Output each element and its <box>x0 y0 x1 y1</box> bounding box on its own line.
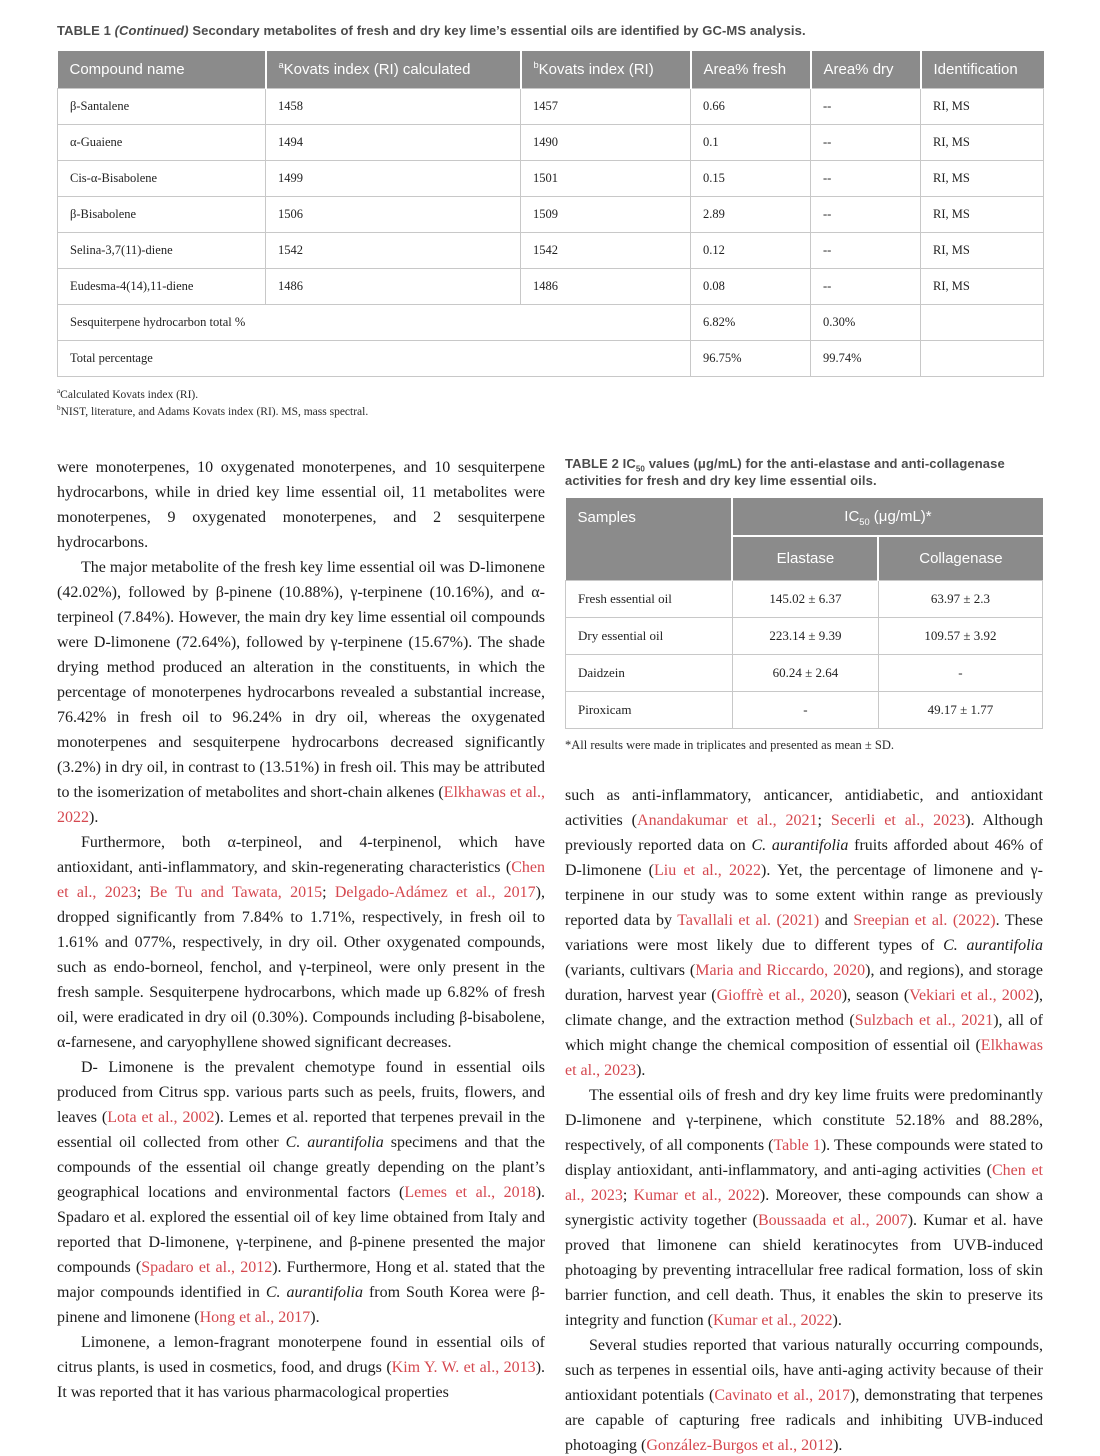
table-row <box>566 617 1043 654</box>
table-cell: -- <box>811 125 921 161</box>
table-cell: 0.15 <box>691 161 811 197</box>
text-segment: ), season ( <box>841 986 910 1004</box>
table-cell: Eudesma-4(14),11-diene <box>58 269 266 305</box>
text-segment: specimens and that the compounds of the essential oil change greatly depending on the plant’s geographical locations and environmental factors ( <box>57 1134 546 1201</box>
citation-link[interactable]: Elkhawas et al., 2023 <box>565 1036 1043 1079</box>
text-segment: Kovats index (RI) calculated <box>283 61 471 78</box>
text-segment: ). <box>89 809 99 826</box>
table-cell: -- <box>811 233 921 269</box>
table-cell: α-Guaiene <box>58 125 266 161</box>
text-segment: IC <box>844 508 860 525</box>
text-segment: (μg/mL)* <box>869 508 932 525</box>
citation-link[interactable]: Delgado-Adámez et al., 2017 <box>334 884 536 901</box>
text-segment: ), all of which might change the chemical composition of essential oil ( <box>565 1011 1043 1054</box>
citation-link[interactable]: Kumar et al., 2022 <box>633 1186 760 1204</box>
citation-link[interactable]: Cavinato et al., 2017 <box>714 1386 851 1404</box>
text-segment: Kovats index (RI) <box>538 61 654 78</box>
text-segment: b <box>533 60 539 70</box>
citation-link[interactable]: Kumar et al., 2022 <box>712 1311 833 1329</box>
table-cell: 1542 <box>521 233 691 269</box>
table-row <box>58 197 1044 233</box>
table-cell: -- <box>811 269 921 305</box>
right-column <box>565 455 1043 1456</box>
text-segment: ; <box>136 884 150 901</box>
citation-link[interactable]: Tavallali et al. (2021) <box>677 911 820 929</box>
citation-link[interactable]: Lemes et al., 2018 <box>404 1184 536 1201</box>
text-segment: (variants, cultivars ( <box>565 961 696 979</box>
citation-link[interactable]: Chen et al., 2023 <box>565 1161 1043 1204</box>
table-cell: 0.66 <box>691 89 811 125</box>
text-segment: C. aurantifolia <box>751 836 849 854</box>
text-segment: ), climate change, and the extraction method ( <box>565 986 1044 1029</box>
text-segment: Area% fresh <box>703 61 787 78</box>
text-segment: C. aurantifolia <box>265 1284 363 1301</box>
table-cell: Cis-α-Bisabolene <box>58 161 266 197</box>
text-segment: ), and regions), and storage duration, harvest year ( <box>565 961 1043 1004</box>
table-cell: 2.89 <box>691 197 811 233</box>
text-segment: Secondary metabolites of fresh and dry key lime’s essential oils are identified by GC-MS analysis. <box>188 23 806 38</box>
text-segment: Calculated Kovats index (RI). <box>60 389 199 401</box>
table-cell: 1499 <box>266 161 521 197</box>
table-cell: RI, MS <box>921 125 1044 161</box>
table-cell: Daidzein <box>566 654 733 691</box>
citation-link[interactable]: Table 1 <box>773 1136 821 1154</box>
citation-link[interactable]: Liu et al., 2022 <box>653 861 761 879</box>
table-cell: 1490 <box>521 125 691 161</box>
text-segment: ), dropped significantly from 7.84% to 1.71%, respectively, in fresh oil to 1.61% and 077%, respectively, in dry oil. Other oxygenated compounds, such as endo-borneol, fenchol, and γ-terpineol, were only present in the fresh sample. Sesquiterpene hydrocarbons, which made up 6.82% of fresh oil, were eradicated in dry oil (0.30%). Compounds including β-bisabolene, α-farnesene, and caryophyllene showed significant decreases. <box>57 884 545 1051</box>
text-segment: ). These compounds were stated to display antioxidant, anti-inflammatory, and anti-aging activities ( <box>565 1136 1044 1179</box>
text-segment: The essential oils of fresh and dry key lime fruits were predominantly D-limonene and γ-terpinene, which constitute 52.18% and 88.28%, respectively, of all components ( <box>565 1086 1043 1154</box>
table1-header <box>58 51 1044 89</box>
table2-header <box>566 498 1043 580</box>
table-cell: 1501 <box>521 161 691 197</box>
table-cell: 1486 <box>266 269 521 305</box>
table1 <box>57 51 1044 377</box>
citation-link[interactable]: Sulzbach et al., 2021 <box>854 1011 994 1029</box>
table-row <box>566 654 1043 691</box>
column-header-compound <box>58 51 266 89</box>
text-segment: b <box>57 404 61 413</box>
table2 <box>565 498 1043 729</box>
column-header-area-fresh <box>691 51 811 89</box>
text-segment: D- Limonene is the prevalent chemotype found in essential oils produced from Citrus spp. various parts such as peels, fruits, flowers, and leaves ( <box>57 1059 545 1126</box>
column-header-elastase: Elastase <box>732 536 878 580</box>
table-cell: RI, MS <box>921 161 1044 197</box>
citation-link[interactable]: Anandakumar et al., 2021 <box>637 811 818 829</box>
table-cell: RI, MS <box>921 197 1044 233</box>
table-cell: 60.24 ± 2.64 <box>732 654 878 691</box>
right-column-text <box>565 783 1043 1456</box>
text-segment: values (μg/mL) for the anti-elastase and anti-collagenase activities for fresh and dry key lime essential oils. <box>565 456 1005 488</box>
text-segment: from South Korea were β-pinene and limonene ( <box>57 1284 545 1326</box>
citation-link[interactable]: Vekiari et al., 2002 <box>909 986 1034 1004</box>
paragraph <box>565 1333 1043 1456</box>
column-header-collagenase: Collagenase <box>878 536 1042 580</box>
table-cell: 63.97 ± 2.3 <box>878 580 1042 617</box>
column-header-kovats <box>521 51 691 89</box>
text-segment: Compound name <box>69 61 185 78</box>
table-cell: 99.74% <box>811 341 921 377</box>
text-segment: ). Lemes et al. reported that terpenes prevail in the essential oil collected from other <box>57 1109 545 1151</box>
table-cell: 96.75% <box>691 341 811 377</box>
table-cell: RI, MS <box>921 269 1044 305</box>
paragraph <box>57 455 545 555</box>
table1-caption <box>57 22 1043 39</box>
citation-link[interactable]: Hong et al., 2017 <box>199 1309 311 1326</box>
table-cell <box>921 341 1044 377</box>
table-cell: 1494 <box>266 125 521 161</box>
text-segment: ). Although previously reported data on <box>565 811 1044 854</box>
citation-link[interactable]: Be Tu and Tawata, 2015 <box>149 884 323 901</box>
text-segment: ). It was reported that it has various pharmacological properties <box>57 1359 546 1401</box>
table-cell: 1506 <box>266 197 521 233</box>
table-cell: 0.1 <box>691 125 811 161</box>
table-cell: β-Santalene <box>58 89 266 125</box>
table-row-total <box>58 305 1044 341</box>
text-segment: TABLE 2 IC <box>565 456 636 471</box>
text-segment: The major metabolite of the fresh key lime essential oil was D-limonene (42.02%), followed by β-pinene (10.88%), γ-terpinene (10.16%), and α-terpineol (7.84%). However, the main dry key lime essential oil compounds were D-limonene (72.64%), followed by γ-terpinene (15.67%). The shade drying method produced an alteration in the constituents, in which the percentage of monoterpenes hydrocarbons revealed a substantial increase, 76.42% in fresh oil to 96.24% in dry oil, whereas the oxygenated monoterpenes and sesquiterpene hydrocarbons decreased significantly (3.2%) in dry oil, in contrast to (13.51%) in fresh oil. This may be attributed to the isomerization of metabolites and short-chain alkenes ( <box>57 559 545 801</box>
text-segment: ). <box>833 1436 843 1454</box>
table-cell: 145.02 ± 6.37 <box>732 580 878 617</box>
citation-link[interactable]: Chen et al., 2023 <box>57 859 545 901</box>
table-cell: -- <box>811 89 921 125</box>
table-cell: β-Bisabolene <box>58 197 266 233</box>
text-segment: Area% dry <box>823 61 894 78</box>
table-cell: Dry essential oil <box>566 617 733 654</box>
paragraph <box>565 783 1043 1083</box>
table-cell: Piroxicam <box>566 691 733 728</box>
text-segment: ). <box>832 1311 842 1329</box>
text-segment: ). Kumar et al. have proved that limonene can shield keratinocytes from UVB-induced photoaging by preventing intracellular free radical formation, loss of skin barrier function, and cell death. Thus, it enables the skin to preserve its integrity and function ( <box>565 1211 1043 1329</box>
paragraph <box>57 1055 545 1330</box>
table-cell: -- <box>811 161 921 197</box>
citation-link[interactable]: Elkhawas et al., 2022 <box>57 784 545 826</box>
table-cell: RI, MS <box>921 233 1044 269</box>
text-segment: ). Moreover, these compounds can show a synergistic activity together ( <box>565 1186 1044 1229</box>
table-cell: - <box>732 691 878 728</box>
table-cell: 0.30% <box>811 305 921 341</box>
paragraph <box>57 1330 545 1405</box>
table-cell <box>921 305 1044 341</box>
text-segment: a <box>57 387 61 396</box>
text-segment: and <box>819 911 854 929</box>
table-cell: Selina-3,7(11)-diene <box>58 233 266 269</box>
paragraph <box>565 1083 1043 1333</box>
table-cell: 0.12 <box>691 233 811 269</box>
table-cell: Total percentage <box>58 341 691 377</box>
table-row <box>566 691 1043 728</box>
table-cell: RI, MS <box>921 89 1044 125</box>
table-cell: Fresh essential oil <box>566 580 733 617</box>
column-header-identification <box>921 51 1044 89</box>
text-segment: such as anti-inflammatory, anticancer, antidiabetic, and antioxidant activities ( <box>565 786 1043 829</box>
citation-link[interactable]: Lota et al., 2002 <box>107 1109 215 1126</box>
text-segment: C. aurantifolia <box>943 936 1044 954</box>
text-segment: (Continued) <box>114 23 189 38</box>
table-cell: 1458 <box>266 89 521 125</box>
text-segment: . These variations were most likely due to different types of <box>565 911 1043 954</box>
citation-link[interactable]: Maria and Riccardo, 2020 <box>695 961 866 979</box>
text-segment: ; <box>622 1186 634 1204</box>
citation-link[interactable]: Secerli et al., 2023 <box>830 811 966 829</box>
citation-link[interactable]: Boussaada et al., 2007 <box>757 1211 908 1229</box>
table-cell: 1509 <box>521 197 691 233</box>
table-cell: 109.57 ± 3.92 <box>878 617 1042 654</box>
footnote-b <box>57 404 1043 421</box>
text-segment: ; <box>817 811 831 829</box>
table-cell: -- <box>811 197 921 233</box>
table-cell: 49.17 ± 1.77 <box>878 691 1042 728</box>
paragraph <box>57 555 545 830</box>
table-cell: Sesquiterpene hydrocarbon total % <box>58 305 691 341</box>
text-segment: Several studies reported that various naturally occurring compounds, such as terpenes in essential oils, have anti-aging activity because of their antioxidant potentials ( <box>565 1336 1043 1404</box>
table-row <box>58 51 1044 89</box>
table-cell: 223.14 ± 9.39 <box>732 617 878 654</box>
table2-footnote: *All results were made in triplicates and presented as mean ± SD. <box>565 737 894 752</box>
text-segment: ). Yet, the percentage of limonene and γ-terpinene in our study was to some extent within range as previously reported data by <box>565 861 1044 929</box>
citation-link[interactable]: Spadaro et al., 2012 <box>141 1259 273 1276</box>
text-segment: ; <box>322 884 335 901</box>
citation-link[interactable]: Kim Y. W. et al., 2013 <box>391 1359 536 1376</box>
table-cell: 0.08 <box>691 269 811 305</box>
table-row-total <box>58 341 1044 377</box>
text-segment: NIST, literature, and Adams Kovats index (RI). MS, mass spectral. <box>60 406 369 418</box>
table-row <box>566 580 1043 617</box>
text-segment: fruits afforded about 46% of D-limonene ( <box>565 836 1043 879</box>
citation-link[interactable]: González-Burgos et al., 2012 <box>646 1436 834 1454</box>
text-segment: Identification <box>933 61 1018 78</box>
citation-link[interactable]: Gioffrè et al., 2020 <box>716 986 842 1004</box>
table-row <box>58 161 1044 197</box>
table-row <box>58 125 1044 161</box>
column-header-samples: Samples <box>566 498 733 580</box>
table-row <box>566 498 1043 536</box>
text-segment: a <box>278 60 284 70</box>
text-segment: 50 <box>859 517 870 527</box>
column-header-ic50-group <box>732 498 1042 536</box>
two-column-body <box>57 455 1043 1456</box>
column-header-kovats-calculated <box>266 51 521 89</box>
text-segment: were monoterpenes, 10 oxygenated monoterpenes, and 10 sesquiterpene hydrocarbons, while in dried key lime essential oil, 11 metabolites were monoterpenes, 9 oxygenated monoterpenes, and 2 sesquiterpene hydrocarbons. <box>57 459 545 551</box>
paragraph <box>57 830 545 1055</box>
text-segment: 50 <box>635 464 645 474</box>
table-row <box>58 269 1044 305</box>
text-segment: ). Furthermore, Hong et al. stated that the major compounds identified in <box>57 1259 545 1301</box>
table-cell: 1486 <box>521 269 691 305</box>
table-cell: 1542 <box>266 233 521 269</box>
text-segment: C. aurantifolia <box>285 1134 384 1151</box>
table-cell: - <box>878 654 1042 691</box>
left-column <box>57 455 545 1456</box>
text-segment: ). <box>636 1061 646 1079</box>
table2-caption <box>565 455 1043 489</box>
table-row <box>58 89 1044 125</box>
footnote-a <box>57 387 1043 404</box>
text-segment: Limonene, a lemon-fragrant monoterpene found in essential oils of citrus plants, is used in cosmetics, food, and drugs ( <box>57 1334 545 1376</box>
table-row <box>58 233 1044 269</box>
table-cell: 1457 <box>521 89 691 125</box>
text-segment: ). <box>310 1309 320 1326</box>
text-segment: Furthermore, both α-terpineol, and 4-terpinenol, which have antioxidant, anti-inflammatory, and skin-regenerating characteristics ( <box>57 834 545 876</box>
text-segment: TABLE 1 <box>57 23 115 38</box>
column-header-area-dry <box>811 51 921 89</box>
text-segment: ). Spadaro et al. explored the essential oil of key lime obtained from Italy and reported that D-limonene, γ-terpinene, and β-pinene presented the major compounds ( <box>57 1184 546 1276</box>
citation-link[interactable]: Sreepian et al. (2022) <box>853 911 996 929</box>
table-cell: 6.82% <box>691 305 811 341</box>
text-segment: ), demonstrating that terpenes are capable of capturing free radicals and inhibiting UVB-induced photoaging ( <box>565 1386 1043 1454</box>
table1-footnotes <box>57 387 1043 421</box>
